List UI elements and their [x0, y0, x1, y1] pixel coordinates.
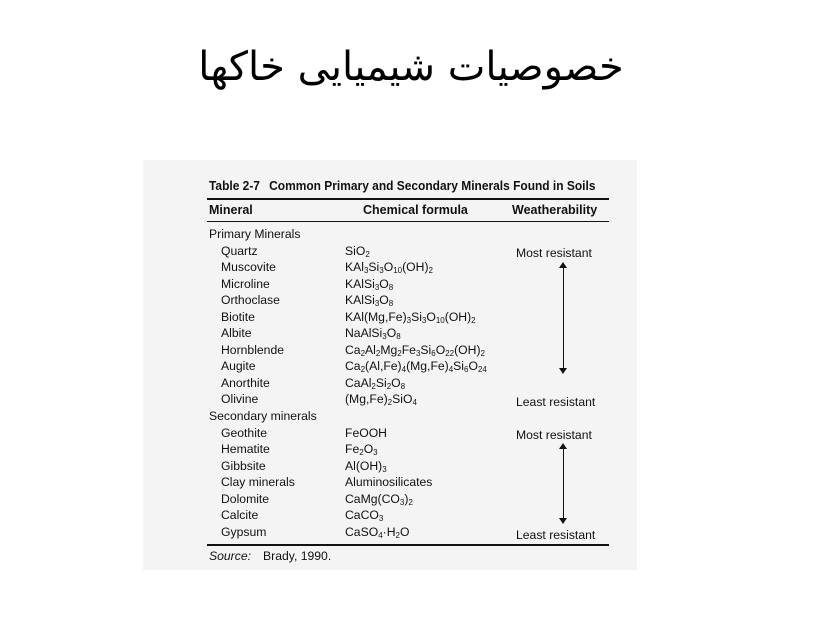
- mineral-name: Hematite: [221, 442, 270, 457]
- mineral-name: Anorthite: [221, 375, 270, 390]
- chemical-formula: $Fe_2O_3$: [345, 442, 378, 458]
- table-row: [209, 358, 609, 375]
- group-heading: [209, 226, 609, 243]
- table-row: [209, 507, 609, 524]
- group-label: Primary Minerals: [209, 227, 301, 241]
- chemical-formula: $Ca_2Al_2Mg_2Fe_3Si_6O_{22}(OH)_2$: [345, 342, 485, 358]
- chemical-formula: FeOOH: [345, 425, 387, 440]
- chemical-formula: Aluminosilicates: [345, 475, 433, 490]
- chemical-formula: $CaAl_2Si_2O_8$: [345, 375, 406, 391]
- table-number: Table 2-7: [209, 178, 260, 193]
- table-row: [209, 491, 609, 508]
- chemical-formula: $NaAlSi_3O_8$: [345, 326, 401, 342]
- table-row: [209, 375, 609, 392]
- header-formula: Chemical formula: [363, 203, 468, 217]
- mineral-name: Albite: [221, 326, 252, 341]
- mineral-name: Gibbsite: [221, 458, 266, 473]
- table-row: [209, 474, 609, 491]
- slide-title: خصوصیات شیمیایی خاکها: [198, 44, 624, 90]
- source-label: Source:: [209, 549, 252, 563]
- table-row: [209, 309, 609, 326]
- chemical-formula: $KAlSi_3O_8$: [345, 293, 394, 309]
- table-row: [209, 458, 609, 475]
- table-row: [209, 325, 609, 342]
- chemical-formula: $KAl(Mg,Fe)_3Si_3O_{10}(OH)_2$: [345, 309, 476, 325]
- top-rule: [207, 198, 609, 200]
- bottom-rule: [207, 544, 609, 546]
- table-caption-text: Common Primary and Secondary Minerals Found in Soils: [269, 178, 596, 193]
- primary-most-resistant: Most resistant: [516, 246, 592, 260]
- table-source: [209, 549, 331, 563]
- mineral-name: Orthoclase: [221, 293, 280, 308]
- source-text: Brady, 1990.: [263, 549, 332, 563]
- mineral-name: Dolomite: [221, 491, 270, 506]
- secondary-resistance-arrow-icon: [559, 443, 569, 524]
- group-heading: [209, 408, 609, 425]
- table-row: [209, 342, 609, 359]
- header-rule: [207, 221, 609, 222]
- chemical-formula: $CaMg(CO_3)_2$: [345, 491, 413, 507]
- primary-resistance-arrow-icon: [559, 262, 569, 374]
- group-label: Secondary minerals: [209, 409, 317, 424]
- primary-least-resistant: Least resistant: [516, 395, 596, 409]
- chemical-formula: SiO$_2$: [345, 243, 370, 259]
- mineral-name: Augite: [221, 359, 256, 374]
- table-row: [209, 276, 609, 293]
- chemical-formula: CaCO$_3$: [345, 508, 384, 524]
- chemical-formula: $(Mg,Fe)_2SiO_4$: [345, 392, 417, 408]
- mineral-name: Quartz: [221, 243, 258, 258]
- chemical-formula: $Ca_2(Al,Fe)_4(Mg,Fe)_4Si_6O_{24}$: [345, 359, 487, 375]
- mineral-name: Gypsum: [221, 524, 267, 539]
- chemical-formula: $Al(OH)_3$: [345, 458, 387, 474]
- table-body: [209, 226, 609, 540]
- secondary-least-resistant: Least resistant: [516, 528, 596, 542]
- header-weatherability: Weatherability: [512, 203, 598, 217]
- mineral-name: Microline: [221, 276, 270, 291]
- table-row: [209, 259, 609, 276]
- chemical-formula: $CaSO_4\cdot H_2O$: [345, 524, 410, 540]
- scanned-table-image: [143, 160, 637, 570]
- secondary-most-resistant: Most resistant: [516, 428, 592, 442]
- header-mineral: Mineral: [209, 203, 253, 217]
- table-row: [209, 441, 609, 458]
- chemical-formula: $KAl_3Si_3O_{10}(OH)_2$: [345, 260, 433, 276]
- mineral-name: Biotite: [221, 309, 255, 324]
- mineral-name: Calcite: [221, 508, 259, 523]
- mineral-name: Geothite: [221, 425, 268, 440]
- mineral-name: Clay minerals: [221, 475, 295, 490]
- mineral-name: Olivine: [221, 392, 259, 407]
- mineral-name: Muscovite: [221, 260, 276, 275]
- mineral-name: Hornblende: [221, 342, 285, 357]
- table-caption: [209, 178, 595, 193]
- chemical-formula: $KAlSi_3O_8$: [345, 276, 394, 292]
- table-row: [209, 292, 609, 309]
